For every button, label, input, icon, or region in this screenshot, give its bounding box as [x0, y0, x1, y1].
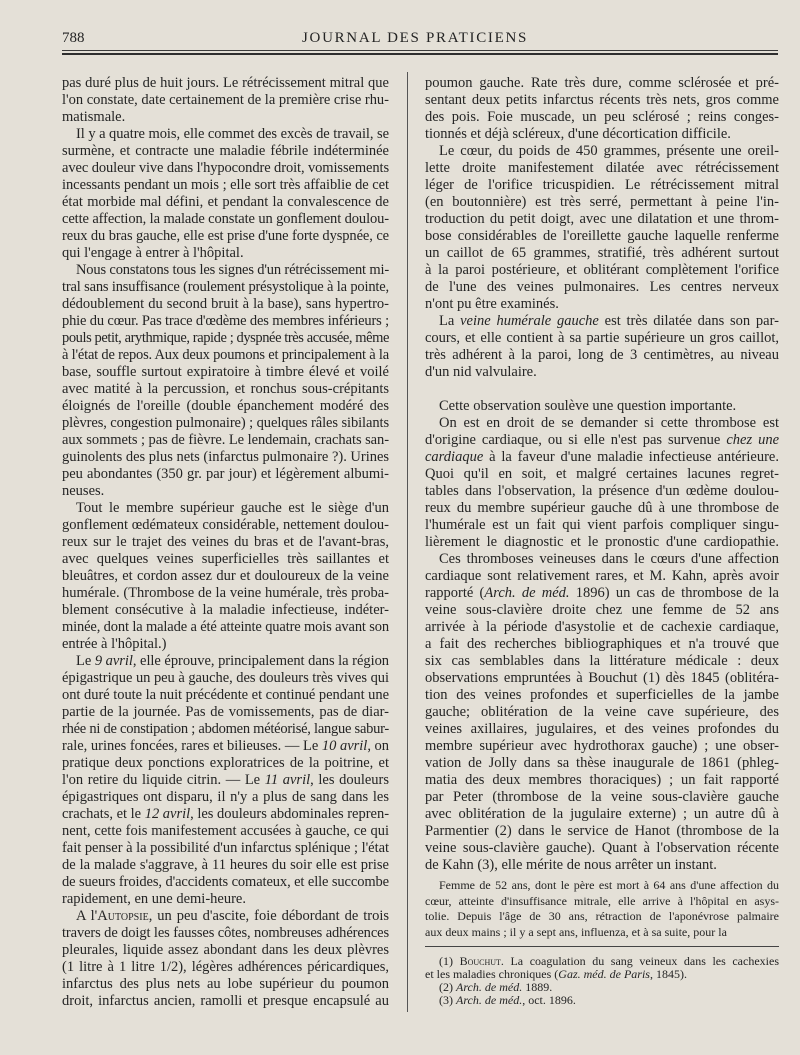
text-line	[425, 194, 779, 211]
text-line	[62, 330, 389, 347]
text-line	[62, 381, 389, 398]
text-line	[62, 755, 389, 772]
text-run: matismale.	[62, 109, 126, 125]
text-line	[425, 925, 779, 941]
text-run: des pois. Foie muscade, un peu sclérosé ; reins conges-	[425, 109, 779, 125]
text-line	[425, 177, 779, 194]
footnote-rule	[425, 946, 779, 947]
text-line	[425, 909, 779, 925]
text-run: plèvres, congestion pulmonaire) ; quelques râles sibilants	[62, 415, 389, 431]
text-line	[425, 330, 779, 347]
text-run: l'on retire du liquide citrin. — Le	[62, 772, 265, 788]
text-line	[425, 143, 779, 160]
autopsy-continuation	[425, 75, 779, 381]
text-run: (en boutonnière) est très serré, permettant à peine l'in-	[425, 194, 779, 210]
text-line	[62, 976, 389, 993]
paragraph	[62, 262, 389, 500]
text-line	[62, 925, 389, 942]
text-line	[425, 687, 779, 704]
text-line	[425, 262, 779, 279]
text-run: , un peu d'ascite, foie débordant de trois	[148, 908, 389, 924]
text-line	[62, 483, 389, 500]
text-line	[62, 942, 389, 959]
italic-text: 12 avril	[144, 806, 191, 822]
text-line	[62, 874, 389, 891]
text-run: de la malade s'aggrave, à 11 heures du soir elle est prise	[62, 857, 389, 873]
text-run: 1896) un cas de thrombose de la	[569, 585, 779, 601]
italic-text: veine humérale gauche	[460, 313, 599, 329]
text-line	[425, 347, 779, 364]
text-run: (3)	[439, 993, 456, 1007]
text-run: , oct. 1896.	[522, 993, 576, 1007]
text-run: à l'état de repos. Aux deux poumons et principalement à la	[62, 347, 389, 363]
text-line	[425, 840, 779, 857]
text-line	[62, 432, 389, 449]
text-run: pratique deux ponctions exploratrices de la poitrine, et	[62, 755, 389, 771]
text-line	[62, 160, 389, 177]
text-run: par Peter (thrombose de la veine sous-clavière gauche	[425, 789, 779, 805]
text-run: de Kahn (3), elle mérite de nous arrêter un instant.	[425, 857, 717, 873]
text-run: tral sans insuffisance (roulement présystolique à la pointe,	[62, 279, 389, 295]
text-line	[425, 704, 779, 721]
column-divider	[407, 72, 408, 1012]
text-line	[62, 449, 389, 466]
page-number: 788	[62, 30, 85, 46]
journal-title: JOURNAL DES PRATICIENS	[302, 30, 529, 46]
text-run: Parmentier (2) dans le service de Hanot (thrombose de la	[425, 823, 779, 839]
text-line	[425, 517, 779, 534]
text-run: troduction du petit doigt, avec une dilatation et une throm-	[425, 211, 779, 227]
text-run: humérale. (Thrombose de la veine humérale, très proba-	[62, 585, 389, 601]
text-run: surmène, et contracte une maladie fébrile indéterminée	[62, 143, 389, 159]
text-run: rale, urines foncées, rares et bilieuses. — Le	[62, 738, 322, 754]
text-run: sentant deux petits infarctus récents très nets, gros comme	[425, 92, 779, 108]
italic-text: Arch. de méd.	[456, 993, 523, 1007]
italic-text: Arch. de méd.	[456, 980, 523, 994]
text-run: d'origine cardiaque, ou si elle n'est pas survenue	[425, 432, 727, 448]
text-line	[62, 908, 389, 925]
text-line	[62, 262, 389, 279]
text-line	[425, 772, 779, 789]
text-line	[62, 551, 389, 568]
text-line	[425, 398, 779, 415]
text-run: aux sommets ; pas de fièvre. Le lendemain, crachats san-	[62, 432, 389, 448]
text-run: Femme de 52 ans, dont le père est mort à 64 ans d'une affection du	[439, 878, 779, 892]
text-line	[425, 364, 779, 381]
text-run: blement consécutive à la maladie infectieuse, indéter-	[62, 602, 389, 618]
text-run: arrivée à la période d'asystolie et de cachexie cardiaque,	[425, 619, 779, 635]
text-line	[62, 92, 389, 109]
paragraph	[425, 415, 779, 551]
text-line	[62, 687, 389, 704]
text-run: poumon gauche. Rate très dure, comme sclérosée et pré-	[425, 75, 779, 91]
text-run: A l'	[76, 908, 98, 924]
text-run: avec quelques veines superficielles très saillantes et	[62, 551, 389, 567]
text-run: . La coagulation du sang veineux dans les cachexies	[500, 954, 779, 968]
text-run: état morbide mal défini, et pendant la convalescence de	[62, 194, 389, 210]
text-line	[425, 483, 779, 500]
text-run: , les douleurs abdominales repren-	[190, 806, 390, 822]
text-run: rapporté (	[425, 585, 485, 601]
italic-text: chez une	[726, 432, 780, 448]
text-run: de l'une des veines pulmonaires. Les centres nerveux	[425, 279, 779, 295]
text-line	[62, 296, 389, 313]
text-line	[62, 772, 389, 789]
footnote	[425, 994, 779, 1007]
text-run: Nous constatons tous les signes d'un rétrécissement mi-	[76, 262, 389, 278]
text-run: fait penser à la possibilité d'un infarctus splénique ; l'état	[62, 840, 389, 856]
text-line	[425, 602, 779, 619]
text-line	[62, 177, 389, 194]
text-line	[425, 878, 779, 894]
text-line	[62, 619, 389, 636]
text-run: gonflement œdémateux considérable, nettement doulou-	[62, 517, 389, 533]
text-line	[62, 398, 389, 415]
text-run: Le	[76, 653, 95, 669]
text-line	[62, 602, 389, 619]
text-run: membre supérieur avec hydrothorax gauche) ; une obser-	[425, 738, 779, 754]
text-line	[425, 994, 779, 1007]
text-run: La	[439, 313, 461, 329]
text-run: minée, dont la malade a été atteinte quatre mois avant son	[62, 619, 390, 635]
text-run: l'on constate, date certainement de la première crise rhu-	[62, 92, 389, 108]
text-run: Cette observation soulève une question importante.	[439, 398, 737, 414]
text-run: Le cœur, du poids de 450 grammes, présente une oreil-	[439, 143, 779, 159]
text-run: à la paroi postérieure, et oblitérant complètement l'orifice	[425, 262, 779, 278]
italic-text: 9 avril	[94, 653, 133, 669]
text-run: Ces thromboses veineuses dans le cœurs d'une affection	[439, 551, 779, 567]
text-line	[62, 959, 389, 976]
footnotes	[425, 955, 779, 1007]
text-line	[425, 721, 779, 738]
text-line	[425, 823, 779, 840]
paragraph	[62, 908, 389, 1010]
text-run: léger de l'orifice tricuspidien. Le rétrécissement mitral	[425, 177, 779, 193]
text-line	[62, 534, 389, 551]
text-run: 1889.	[522, 980, 553, 994]
text-line	[425, 789, 779, 806]
text-line	[425, 755, 779, 772]
text-line	[425, 653, 779, 670]
text-run: tolie. Depuis l'âge de 30 ans, rétraction de l'aponévrose palmaire	[425, 909, 779, 923]
text-line	[425, 670, 779, 687]
text-run: avec matité à la percussion, et ronchus sous-crépitants	[62, 381, 389, 397]
text-line	[425, 449, 779, 466]
case-summary	[425, 878, 779, 940]
paragraph	[425, 551, 779, 874]
text-run: base, souffle surtout expiratoire à timbre élevé et voilé	[62, 364, 389, 380]
text-line	[62, 517, 389, 534]
text-run: bose considérables de l'oreillette gauche laquelle renferme	[425, 228, 779, 244]
text-line	[62, 143, 389, 160]
text-run: pleurales, liquide assez abondant dans les deux plèvres	[62, 942, 389, 958]
left-column	[62, 75, 389, 1010]
text-run: éloignés de l'oreille (double épanchement modéré des	[62, 398, 389, 414]
text-run: avec douleur vive dans l'hypocondre droit, vomissements	[62, 160, 389, 176]
text-line	[425, 432, 779, 449]
text-line	[425, 636, 779, 653]
right-column	[425, 75, 779, 874]
text-run: a fait des recherches bibliographiques et n'a trouvé que	[425, 636, 779, 652]
text-run: crachats, et le	[62, 806, 145, 822]
text-line	[425, 500, 779, 517]
paragraph	[425, 143, 779, 313]
paragraph	[62, 126, 389, 262]
italic-text: Gaz. méd. de Paris	[558, 967, 650, 981]
text-run: veine sous-clavière droite chez une femme de 52 ans	[425, 602, 779, 618]
text-run: épigastrique un peu à gauche, des douleurs très vives qui	[62, 670, 389, 686]
paragraph	[62, 500, 389, 653]
text-run: (1)	[439, 954, 460, 968]
text-line	[425, 109, 779, 126]
italic-text: Arch. de méd.	[484, 585, 570, 601]
text-run: de sueurs froides, d'accidents comateux, et elle succombe	[62, 874, 389, 890]
text-line	[425, 415, 779, 432]
italic-text: cardiaque	[425, 449, 484, 465]
text-line	[62, 806, 389, 823]
text-line	[62, 636, 389, 653]
text-run: cours, et elle contient à sa partie supérieure un gros caillot,	[425, 330, 779, 346]
text-run: , 1845).	[649, 967, 687, 981]
section-break	[425, 381, 779, 398]
text-line	[62, 109, 389, 126]
paragraph	[62, 75, 389, 126]
text-run: entrée à l'hôpital.)	[62, 636, 167, 652]
header-rule-thick	[62, 53, 778, 55]
text-run: lette droite manifestement dilatée avec rétrécissement	[425, 160, 779, 176]
text-line	[425, 534, 779, 551]
text-line	[62, 857, 389, 874]
text-line	[425, 894, 779, 910]
paragraph	[62, 653, 389, 908]
text-run: bleuâtres, et cordon assez dur et douloureux de la veine	[62, 568, 389, 584]
text-run: peu abondantes (350 gr. par jour) et légèrement albumi-	[62, 466, 389, 482]
text-run: , on	[367, 738, 390, 754]
small-caps-text: Autopsie	[97, 908, 149, 924]
text-run: qui l'engage à entrer à l'hôpital.	[62, 245, 244, 261]
text-line	[425, 806, 779, 823]
text-run: droit, infarctus ancien, ramolli et presque encapsulé au	[62, 993, 389, 1009]
text-line	[62, 347, 389, 364]
text-line	[62, 126, 389, 143]
text-run: dédoublement du second bruit à la base), sans hypertro-	[62, 296, 389, 312]
text-run: cardiaque sont relativement rares, et M. Kahn, après avoir	[425, 568, 779, 584]
text-run: très adhérent à la paroi, long de 3 centimètres, au niveau	[425, 347, 779, 363]
text-run: (2)	[439, 980, 456, 994]
text-line	[62, 194, 389, 211]
text-run: neuses.	[62, 483, 105, 499]
text-run: rapidement, en une demi-heure.	[62, 891, 246, 907]
text-line	[425, 279, 779, 296]
text-run: épigastriques ont disparu, il n'y a plus de sang dans les	[62, 789, 389, 805]
text-run: est très dilatée dans son par-	[598, 313, 779, 329]
text-line	[425, 296, 779, 313]
text-line	[62, 364, 389, 381]
text-run: travers de doigt les fausses côtes, nombreuses adhérences	[62, 925, 389, 941]
text-line	[62, 670, 389, 687]
text-line	[425, 92, 779, 109]
text-run: phie du cœur. Pas trace d'œdème des membres inférieurs ;	[62, 313, 389, 329]
text-line	[62, 993, 389, 1010]
text-run: à la faveur d'une maladie infectieuse antérieure.	[483, 449, 779, 465]
text-run: reux du bras gauche, elle est prise d'une forte dyspnée, ce	[62, 228, 389, 244]
text-run: aux deux mains ; il y a sept ans, influenza, et à sa suite, pour la	[425, 924, 727, 939]
text-line	[62, 891, 389, 908]
paragraph	[425, 75, 779, 143]
text-run: vation de Jolly dans sa thèse inaugurale de 1861 (phleg-	[425, 755, 779, 771]
text-run: six cas semblables dans la littérature médicale : deux	[425, 653, 779, 669]
text-run: On est en droit de se demander si cette thrombose est	[439, 415, 779, 431]
text-run: n'ont pu être examinés.	[425, 296, 559, 312]
text-line	[62, 840, 389, 857]
text-line	[425, 313, 779, 330]
text-line	[62, 75, 389, 92]
text-line	[425, 619, 779, 636]
text-run: tables dans l'observation, la présence d'un œdème doulou-	[425, 483, 779, 499]
text-line	[425, 466, 779, 483]
text-run: Il y a quatre mois, elle commet des excès de travail, se	[76, 126, 389, 142]
text-line	[62, 738, 389, 755]
discussion-section	[425, 398, 779, 874]
text-line	[425, 75, 779, 92]
text-line	[425, 551, 779, 568]
text-run: pouls petit, arythmique, rapide ; dyspnée très accusée, même	[62, 330, 389, 346]
text-run: matia des deux membres thoraciques) ; un fait rapporté	[425, 772, 779, 788]
text-run: l'humérale est un fait qui vient parfois compliquer singu-	[425, 517, 779, 533]
text-run: Tout le membre supérieur gauche est le siège d'un	[76, 500, 389, 516]
text-run: ont duré toute la nuit précédente et continué pendant une	[62, 687, 389, 703]
text-line	[425, 126, 779, 143]
text-line	[62, 721, 389, 738]
paragraph	[425, 398, 779, 415]
text-run: reux sur le trajet des veines du bras et de l'avant-bras,	[62, 534, 389, 550]
text-line	[62, 585, 389, 602]
text-line	[62, 500, 389, 517]
text-run: incessants pendant un mois ; elle sort très affaiblie de cet	[62, 177, 389, 193]
small-caps-text: Bouchut	[459, 954, 501, 968]
text-run: veines axillaires, jugulaires, et des veines profondes du	[425, 721, 779, 737]
text-line	[62, 211, 389, 228]
text-run: nent, cette fois manifestement accusées à gauche, ce qui	[62, 823, 389, 839]
italic-text: 11 avril	[264, 772, 311, 788]
text-run: reux du membre supérieur gauche dû à une thrombose de	[425, 500, 779, 516]
text-run: , les douleurs	[310, 772, 390, 788]
footnote	[425, 955, 779, 981]
italic-text: 10 avril	[321, 738, 368, 754]
text-run: guinolents des plus nets (infarctus pulmonaire ?). Urines	[62, 449, 389, 465]
text-line	[62, 789, 389, 806]
text-line	[62, 245, 389, 262]
text-run: un caillot de 65 grammes, stratifié, très adhérent surtout	[425, 245, 779, 261]
text-line	[62, 415, 389, 432]
text-line	[62, 653, 389, 670]
text-line	[62, 823, 389, 840]
text-line	[62, 279, 389, 296]
text-line	[62, 466, 389, 483]
text-line	[62, 313, 389, 330]
text-run: Quoi qu'il en soit, et malgré certaines lacunes regret-	[425, 466, 779, 482]
text-line	[425, 160, 779, 177]
text-line	[425, 857, 779, 874]
text-run: avec oblitération de la jugulaire externe) ; un autre dû à	[425, 806, 779, 822]
header-rule-thin	[62, 50, 778, 51]
text-run: (1 litre à 1 litre 1/2), légères adhérences péricardiques,	[62, 959, 389, 975]
text-line	[425, 228, 779, 245]
text-run: tion des veines profondes et superficielles de la jambe	[425, 687, 779, 703]
text-run: lièrement le diagnostic et le pronostic d'une cardiopathie.	[425, 534, 779, 550]
text-line	[62, 568, 389, 585]
text-line	[425, 585, 779, 602]
text-line	[62, 704, 389, 721]
text-run: pas duré plus de huit jours. Le rétrécissement mitral que	[62, 75, 389, 91]
text-line	[425, 568, 779, 585]
text-run: et les maladies chroniques (	[425, 967, 559, 981]
text-run: cœur, atteinte d'insuffisance mitrale, elle arrive à l'hôpital en asys-	[425, 893, 779, 908]
text-line	[425, 738, 779, 755]
text-run: infarctus des plus nets au lobe supérieur du poumon	[62, 976, 389, 992]
text-line	[425, 245, 779, 262]
text-run: cette affection, la malade constate un gonflement doulou-	[62, 211, 389, 227]
text-run: tionnés et déjà scléreux, d'une décortication difficile.	[425, 126, 731, 142]
text-line	[62, 228, 389, 245]
text-run: rhée ni de constipation ; abdomen météorisé, langue sabur-	[62, 721, 389, 737]
text-run: partie de la journée. Pas de vomissements, pas de diar-	[62, 704, 389, 720]
text-run: observations empruntées à Bouchut (1) dès 1845 (oblitéra-	[425, 670, 779, 686]
paragraph	[425, 313, 779, 381]
text-run: veine sous-clavière gauche). Quant à l'observation récente	[425, 840, 779, 856]
text-run: gauche; oblitération de la veine cave supérieure, des	[425, 704, 779, 720]
text-run: , elle éprouve, principalement dans la région	[132, 653, 390, 669]
text-line	[425, 211, 779, 228]
text-run: d'un nid valvulaire.	[425, 364, 537, 380]
